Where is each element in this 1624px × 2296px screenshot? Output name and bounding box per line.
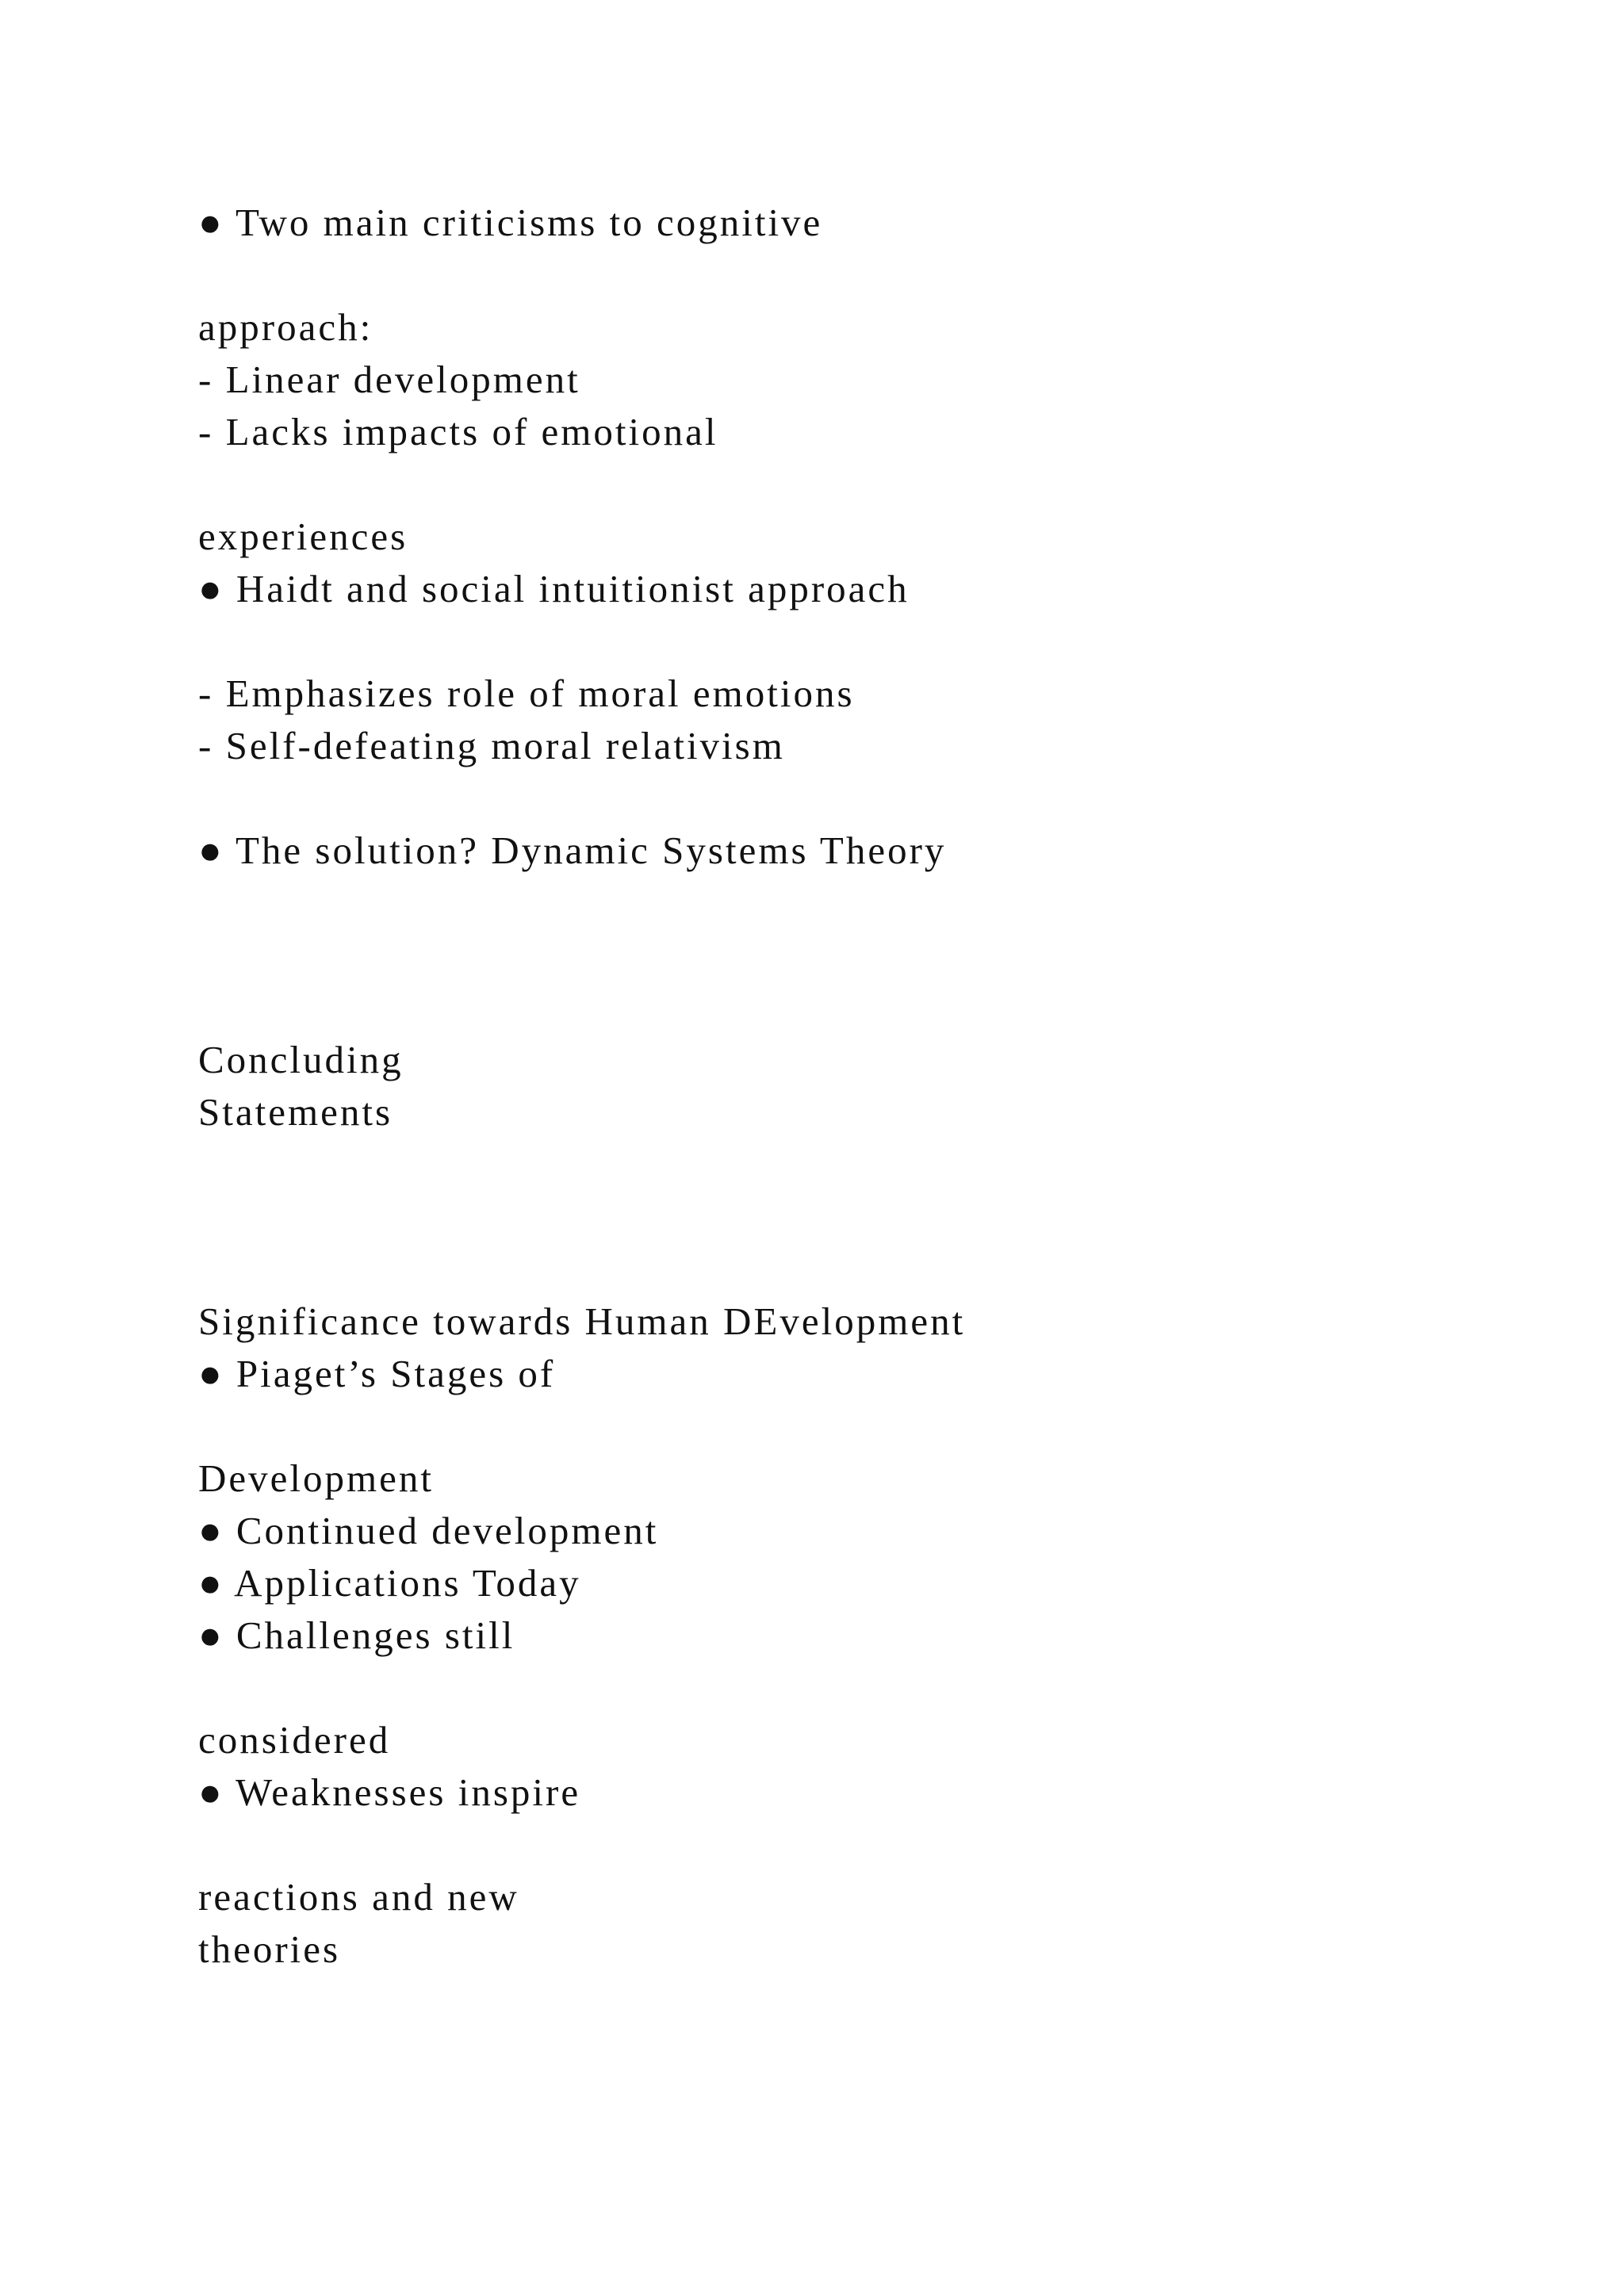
- bullet-haidt: ● Haidt and social intuitionist approach: [198, 567, 910, 610]
- text-line: considered: [198, 1718, 391, 1762]
- text-line: Development: [198, 1456, 434, 1500]
- text-line: reactions and new: [198, 1875, 519, 1919]
- bullet-weaknesses: ● Weaknesses inspire: [198, 1770, 581, 1814]
- dash-item: - Linear development: [198, 358, 580, 401]
- bullet-applications: ● Applications Today: [198, 1561, 581, 1605]
- heading-concluding: Concluding: [198, 1038, 404, 1081]
- bullet-criticisms: ● Two main criticisms to cognitive: [198, 201, 823, 244]
- bullet-continued: ● Continued development: [198, 1509, 659, 1552]
- text-line: experiences: [198, 515, 408, 558]
- dash-item: - Lacks impacts of emotional: [198, 410, 718, 453]
- dash-item: - Self-defeating moral relativism: [198, 724, 785, 767]
- bullet-challenges: ● Challenges still: [198, 1613, 515, 1657]
- dash-item: - Emphasizes role of moral emotions: [198, 672, 855, 715]
- text-line: theories: [198, 1927, 341, 1971]
- heading-significance: Significance towards Human DEvelopment: [198, 1299, 966, 1343]
- bullet-piaget: ● Piaget’s Stages of: [198, 1352, 556, 1395]
- bullet-solution: ● The solution? Dynamic Systems Theory: [198, 828, 947, 872]
- text-line: approach:: [198, 305, 373, 349]
- heading-statements: Statements: [198, 1090, 393, 1134]
